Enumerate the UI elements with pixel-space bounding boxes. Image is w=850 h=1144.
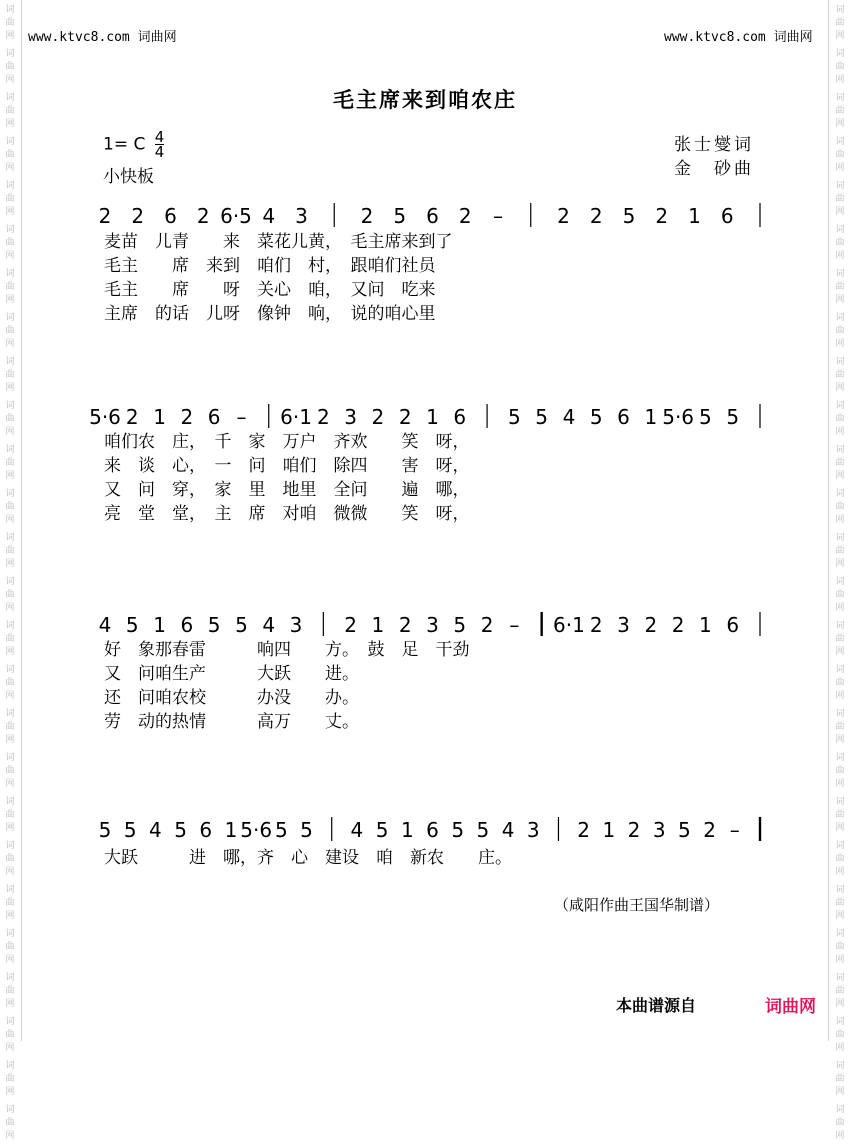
- watermark-char: 词: [835, 885, 845, 895]
- watermark-char: 曲: [835, 238, 845, 248]
- note-token: 5: [622, 204, 636, 228]
- watermark-char: 网: [5, 75, 15, 85]
- watermark-char: 网: [835, 911, 845, 921]
- watermark-char: 曲: [5, 502, 15, 512]
- note-token: 6: [426, 204, 439, 228]
- note-token: 5: [300, 818, 313, 842]
- watermark-char: 词: [835, 841, 845, 851]
- note-token: 4: [262, 613, 276, 637]
- note-token: 4: [98, 613, 112, 637]
- lyrics-block-3: [104, 638, 470, 734]
- watermark-char: 曲: [835, 458, 845, 468]
- watermark-char: 曲: [5, 810, 15, 820]
- watermark-char: 词: [835, 621, 845, 631]
- note-token: 1: [699, 613, 712, 637]
- watermark-char: 曲: [5, 722, 15, 732]
- watermark-char: 网: [835, 999, 845, 1009]
- note-token: 5: [699, 405, 712, 429]
- watermark-char: 网: [835, 163, 845, 173]
- note-token: 6: [180, 613, 194, 637]
- watermark-char: 曲: [5, 766, 15, 776]
- watermark-char: 词: [835, 49, 845, 59]
- watermark-char: 词: [5, 929, 15, 939]
- watermark-char: 网: [835, 1131, 845, 1141]
- watermark-char: 词: [5, 489, 15, 499]
- note-token: 6: [426, 818, 439, 842]
- watermark-char: 网: [5, 691, 15, 701]
- watermark-char: 网: [5, 339, 15, 349]
- note-token: 2: [360, 204, 374, 228]
- watermark-char: 网: [835, 75, 845, 85]
- watermark-char: 网: [835, 471, 845, 481]
- lyric-line: 又 问咱生产 大跃 进。: [104, 664, 359, 684]
- lyric-line: 主席 的话 儿呀 像钟 响， 说的咱心里: [104, 304, 436, 324]
- watermark-char: 网: [5, 999, 15, 1009]
- watermark-char: 曲: [5, 1074, 15, 1084]
- lyrics-block-4: [104, 846, 512, 870]
- watermark-char: 网: [5, 295, 15, 305]
- lyric-line: 好 象那春雷 响四 方。 鼓 足 干劲: [104, 640, 470, 660]
- note-token: 5: [589, 405, 603, 429]
- footer-source-label: 本曲谱源自: [616, 996, 697, 1015]
- watermark-char: 网: [835, 515, 845, 525]
- watermark-char: 词: [835, 929, 845, 939]
- tempo-marking: 小快板: [103, 167, 154, 187]
- watermark-char: 网: [5, 119, 15, 129]
- watermark-char: 网: [5, 823, 15, 833]
- lyric-line: 来 谈 心， 一 问 咱们 除四 害 呀，: [104, 456, 470, 476]
- watermark-char: 曲: [5, 326, 15, 336]
- watermark-char: 网: [835, 339, 845, 349]
- watermark-char: 词: [835, 797, 845, 807]
- watermark-char: 词: [5, 445, 15, 455]
- watermark-char: 词: [835, 93, 845, 103]
- note-token: 6·1: [280, 405, 312, 429]
- note-token: 6: [453, 405, 467, 429]
- watermark-char: 网: [835, 823, 845, 833]
- note-token: 2: [344, 613, 357, 637]
- note-token: 5: [726, 405, 740, 429]
- lyric-line: 毛主 席 来到 咱们 村， 跟咱们社员: [104, 256, 436, 276]
- watermark-char: 网: [835, 955, 845, 965]
- watermark-char: 曲: [835, 722, 845, 732]
- watermark-char: 词: [5, 49, 15, 59]
- watermark-char: 网: [835, 251, 845, 261]
- watermark-char: 网: [835, 427, 845, 437]
- note-token: 5: [508, 405, 521, 429]
- watermark-char: 网: [5, 383, 15, 393]
- watermark-char: 词: [835, 401, 845, 411]
- note-token: 6: [617, 405, 630, 429]
- note-token: –: [509, 613, 520, 637]
- watermark-char: 曲: [5, 150, 15, 160]
- note-token: 2: [671, 613, 685, 637]
- note-token: 5·6: [89, 405, 121, 429]
- note-token: 2: [371, 405, 385, 429]
- watermark-char: 网: [835, 603, 845, 613]
- watermark-char: 词: [5, 357, 15, 367]
- watermark-char: 词: [5, 313, 15, 323]
- watermark-char: 曲: [5, 590, 15, 600]
- watermark-char: 曲: [5, 678, 15, 688]
- note-token: 5: [393, 204, 407, 228]
- note-token: 4: [501, 818, 515, 842]
- time-numerator: 4: [154, 128, 165, 146]
- note-token: 5: [535, 405, 549, 429]
- note-token: 2: [125, 405, 139, 429]
- watermark-char: 曲: [835, 546, 845, 556]
- watermark-char: 词: [835, 1061, 845, 1071]
- note-token: 5·6: [240, 818, 273, 842]
- watermark-char: 词: [5, 973, 15, 983]
- note-token: 5: [174, 818, 187, 842]
- watermark-char: 网: [835, 119, 845, 129]
- watermark-char: 词: [835, 533, 845, 543]
- note-token: 4: [562, 405, 576, 429]
- watermark-char: 网: [835, 779, 845, 789]
- watermark-char: 曲: [835, 62, 845, 72]
- watermark-char: 曲: [5, 370, 15, 380]
- note-token: 2: [398, 613, 412, 637]
- watermark-char: 网: [835, 295, 845, 305]
- watermark-char: 词: [835, 1017, 845, 1027]
- header-site-left[interactable]: www.ktvc8.com 词曲网: [28, 30, 177, 45]
- song-title: 毛主席来到咱农庄: [333, 87, 517, 112]
- watermark-char: 曲: [5, 238, 15, 248]
- watermark-char: 网: [835, 207, 845, 217]
- watermark-char: 网: [5, 647, 15, 657]
- note-token: 1: [153, 405, 166, 429]
- note-token: 4: [262, 204, 276, 228]
- watermark-char: 曲: [835, 414, 845, 424]
- watermark-char: 曲: [835, 282, 845, 292]
- watermark-char: 词: [5, 181, 15, 191]
- watermark-char: 词: [835, 225, 845, 235]
- time-denominator: 4: [154, 143, 165, 161]
- note-token: 5: [453, 613, 467, 637]
- transcriber-credit: （咸阳作曲王国华制谱）: [554, 896, 720, 914]
- watermark-char: 网: [835, 559, 845, 569]
- watermark-char: 词: [835, 269, 845, 279]
- watermark-char: 曲: [835, 678, 845, 688]
- note-token: 2: [196, 204, 210, 228]
- note-token: 2: [180, 405, 194, 429]
- watermark-char: 曲: [5, 18, 15, 28]
- watermark-char: 曲: [835, 986, 845, 996]
- watermark-char: 网: [5, 911, 15, 921]
- watermark-char: 曲: [5, 942, 15, 952]
- note-token: 1: [688, 204, 701, 228]
- note-token: 4: [350, 818, 364, 842]
- note-token: 6: [726, 613, 740, 637]
- watermark-char: 词: [5, 885, 15, 895]
- watermark-char: 词: [5, 93, 15, 103]
- note-token: 6: [164, 204, 177, 228]
- watermark-char: 词: [835, 181, 845, 191]
- watermark-char: 曲: [835, 634, 845, 644]
- note-token: 2: [131, 204, 145, 228]
- watermark-char: 词: [835, 137, 845, 147]
- watermark-char: 词: [5, 1061, 15, 1071]
- watermark-char: 网: [5, 251, 15, 261]
- note-token: 5: [125, 613, 139, 637]
- watermark-char: 词: [835, 665, 845, 675]
- note-token: 3: [617, 613, 630, 637]
- note-token: 1: [602, 818, 616, 842]
- note-token: 3: [426, 613, 439, 637]
- watermark-char: 曲: [835, 590, 845, 600]
- watermark-char: 网: [5, 1043, 15, 1053]
- watermark-char: 曲: [835, 1118, 845, 1128]
- note-token: –: [493, 204, 503, 228]
- note-token: 5: [98, 818, 112, 842]
- watermark-char: 词: [5, 1017, 15, 1027]
- watermark-char: 词: [835, 357, 845, 367]
- lyric-line: 毛主 席 呀 关心 咱， 又问 吃来: [104, 280, 436, 300]
- note-token: 3: [295, 204, 308, 228]
- lyric-line: 劳 动的热情 高万 丈。: [104, 712, 359, 732]
- watermark-char: 曲: [835, 1074, 845, 1084]
- note-token: –: [236, 405, 247, 429]
- watermark-char: 曲: [5, 546, 15, 556]
- watermark-char: 网: [5, 867, 15, 877]
- watermark-char: 网: [835, 691, 845, 701]
- watermark-char: 曲: [5, 898, 15, 908]
- composer-credit: 金 砂曲: [674, 159, 754, 179]
- watermark-char: 曲: [835, 898, 845, 908]
- note-token: 5: [274, 818, 288, 842]
- watermark-char: 词: [5, 1105, 15, 1115]
- watermark-char: 网: [5, 515, 15, 525]
- note-token: 1: [371, 613, 385, 637]
- note-token: 1: [224, 818, 238, 842]
- note-token: 2: [480, 613, 494, 637]
- watermark-char: 网: [5, 559, 15, 569]
- note-token: 2: [589, 613, 603, 637]
- watermark-char: 词: [5, 577, 15, 587]
- watermark-char: 网: [835, 383, 845, 393]
- watermark-char: 曲: [835, 502, 845, 512]
- watermark-char: 曲: [835, 18, 845, 28]
- watermark-char: 网: [5, 1131, 15, 1141]
- watermark-char: 词: [835, 973, 845, 983]
- note-token: 5: [476, 818, 490, 842]
- note-token: –: [729, 818, 740, 842]
- watermark-char: 曲: [5, 282, 15, 292]
- lyric-line: 又 问 穿， 家 里 地里 全问 遍 哪，: [104, 480, 470, 500]
- note-token: 6: [720, 204, 734, 228]
- lyric-line: 麦苗 儿青 来 菜花儿黄， 毛主席来到了: [104, 232, 453, 252]
- lyrics-block-1: [104, 230, 453, 326]
- watermark-char: 曲: [835, 194, 845, 204]
- watermark-char: 曲: [5, 634, 15, 644]
- watermark-char: 词: [5, 709, 15, 719]
- watermark-char: 词: [835, 445, 845, 455]
- watermark-char: 曲: [5, 106, 15, 116]
- note-token: 2: [398, 405, 412, 429]
- watermark-char: 曲: [5, 458, 15, 468]
- lyrics-block-2: [104, 430, 470, 526]
- watermark-char: 词: [835, 313, 845, 323]
- note-token: 6·1: [553, 613, 585, 637]
- watermark-char: 曲: [5, 414, 15, 424]
- watermark-char: 曲: [5, 986, 15, 996]
- watermark-char: 网: [5, 31, 15, 41]
- note-token: 5: [235, 613, 248, 637]
- watermark-char: 曲: [835, 766, 845, 776]
- note-token: 1: [400, 818, 414, 842]
- key-prefix: 1= C: [103, 134, 146, 155]
- note-token: 2: [627, 818, 641, 842]
- watermark-char: 曲: [835, 810, 845, 820]
- watermark-char: 词: [5, 753, 15, 763]
- note-token: 2: [557, 204, 570, 228]
- watermark-char: 网: [835, 1087, 845, 1097]
- note-token: 2: [703, 818, 716, 842]
- lyric-line: 大跃 进 哪，齐 心 建设 咱 新农 庄。: [104, 848, 512, 868]
- watermark-char: 曲: [5, 1118, 15, 1128]
- watermark-char: 词: [835, 577, 845, 587]
- watermark-char: 词: [5, 137, 15, 147]
- lyric-line: 还 问咱农校 办没 办。: [104, 688, 359, 708]
- watermark-char: 网: [835, 1043, 845, 1053]
- watermark-char: 词: [5, 401, 15, 411]
- watermark-char: 曲: [835, 106, 845, 116]
- note-token: 2: [458, 204, 472, 228]
- watermark-char: 词: [5, 5, 15, 15]
- watermark-char: 词: [5, 797, 15, 807]
- watermark-char: 曲: [835, 370, 845, 380]
- watermark-char: 词: [5, 841, 15, 851]
- lyric-line: 亮 堂 堂， 主 席 对咱 微微 笑 呀，: [104, 504, 470, 524]
- note-token: 5: [375, 818, 389, 842]
- watermark-char: 网: [5, 735, 15, 745]
- note-token: 5: [451, 818, 465, 842]
- note-token: 1: [426, 405, 439, 429]
- watermark-char: 词: [5, 269, 15, 279]
- lyric-line: 咱们农 庄， 千 家 万户 齐欢 笑 呀，: [104, 432, 470, 452]
- watermark-char: 曲: [5, 1030, 15, 1040]
- watermark-char: 曲: [5, 62, 15, 72]
- watermark-char: 词: [5, 621, 15, 631]
- watermark-char: 曲: [5, 854, 15, 864]
- watermark-char: 曲: [835, 854, 845, 864]
- note-token: 6: [199, 818, 213, 842]
- note-token: 2: [644, 613, 658, 637]
- watermark-char: 网: [835, 867, 845, 877]
- note-token: 3: [344, 405, 357, 429]
- watermark-char: 曲: [835, 942, 845, 952]
- watermark-char: 曲: [835, 1030, 845, 1040]
- watermark-char: 网: [835, 735, 845, 745]
- note-token: 4: [149, 818, 162, 842]
- footer-brand-link[interactable]: 词曲网: [765, 997, 816, 1017]
- note-token: 2: [98, 204, 112, 228]
- watermark-char: 网: [5, 603, 15, 613]
- note-token: 5: [207, 613, 221, 637]
- watermark-char: 网: [835, 647, 845, 657]
- watermark-char: 词: [5, 225, 15, 235]
- watermark-char: 词: [5, 665, 15, 675]
- header-site-right[interactable]: www.ktvc8.com 词曲网: [664, 30, 813, 45]
- note-token: 2: [577, 818, 591, 842]
- note-token: 5: [678, 818, 691, 842]
- note-token: 6: [207, 405, 221, 429]
- note-token: 3: [652, 818, 666, 842]
- watermark-char: 词: [5, 533, 15, 543]
- note-token: 6·5: [220, 204, 252, 228]
- watermark-char: 网: [5, 955, 15, 965]
- watermark-char: 曲: [835, 326, 845, 336]
- lyricist-credit: 张士燮词: [674, 135, 754, 155]
- note-token: 3: [526, 818, 540, 842]
- watermark-char: 词: [835, 1105, 845, 1115]
- note-token: 1: [644, 405, 658, 429]
- note-token: 2: [589, 204, 603, 228]
- note-token: 5·6: [662, 405, 695, 429]
- note-token: 3: [289, 613, 303, 637]
- watermark-char: 网: [835, 31, 845, 41]
- watermark-char: 网: [5, 1087, 15, 1097]
- watermark-char: 曲: [835, 150, 845, 160]
- watermark-char: 词: [835, 489, 845, 499]
- watermark-char: 网: [5, 471, 15, 481]
- note-token: 2: [655, 204, 669, 228]
- watermark-char: 网: [5, 427, 15, 437]
- watermark-char: 词: [835, 753, 845, 763]
- note-token: 5: [123, 818, 137, 842]
- watermark-char: 词: [835, 709, 845, 719]
- watermark-char: 网: [5, 163, 15, 173]
- watermark-char: 词: [835, 5, 845, 15]
- note-token: 1: [153, 613, 166, 637]
- watermark-char: 曲: [5, 194, 15, 204]
- watermark-char: 网: [5, 779, 15, 789]
- watermark-char: 网: [5, 207, 15, 217]
- note-token: 2: [316, 405, 330, 429]
